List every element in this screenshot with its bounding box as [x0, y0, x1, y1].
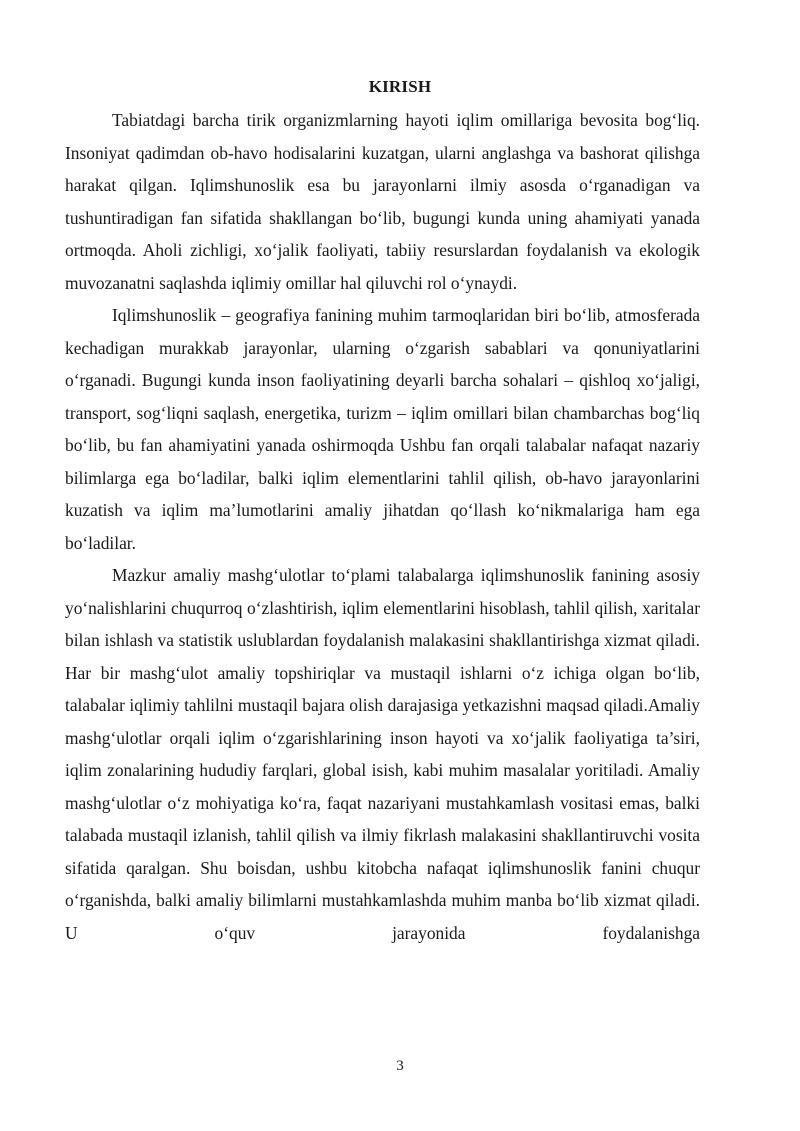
paragraph-1: Tabiatdagi barcha tirik organizmlarning hayoti iqlim omillariga bevosita bog‘liq. Insoniyat qadimdan ob-havo hodisalarini kuzatgan, ularni anglashga va bashorat qilishga harakat qilgan. Iqlimshunoslik esa bu jarayonlarni ilmiy asosda o‘rganadigan va tushuntiradigan fan sifatida shakllangan bo‘lib, bugungi kunda uning ahamiyati yanada ortmoqda. Aholi zichligi, xo‘jalik faoliyati, tabiiy resurslardan foydalanish va ekologik muvozanatni saqlashda iqlimiy omillar hal qiluvchi rol o‘ynaydi. [65, 110, 700, 293]
body-text [65, 104, 700, 949]
page-number: 3 [396, 1058, 404, 1074]
paragraph-2: Iqlimshunoslik – geografiya fanining muhim tarmoqlaridan biri bo‘lib, atmosferada kechadigan murakkab jarayonlar, ularning o‘zgarish sabablari va qonuniyatlarini o‘rganadi. Bugungi kunda inson faoliyatining deyarli barcha sohalari – qishloq xo‘jaligi, transport, sog‘liqni saqlash, energetika, turizm – iqlim omillari bilan chambarchas bog‘liq bo‘lib, bu fan ahamiyatini yanada oshirmoqda Ushbu fan orqali talabalar nafaqat nazariy bilimlarga ega bo‘ladilar, balki iqlim elementlarini tahlil qilish, ob-havo jarayonlarini kuzatish va iqlim ma’lumotlarini amaliy jihatdan qo‘llash ko‘nikmalariga ham ega bo‘ladilar. [65, 305, 700, 553]
section-title: KIRISH [368, 77, 432, 96]
paragraph-3: Mazkur amaliy mashg‘ulotlar to‘plami talabalarga iqlimshunoslik fanining asosiy yo‘nalishlarini chuqurroq o‘zlashtirish, iqlim elementlarini hisoblash, tahlil qilish, xaritalar bilan ishlash va statistik uslublardan foydalanish malakasini shakllantirishga xizmat qiladi. Har bir mashg‘ulot amaliy topshiriqlar va mustaqil ishlarni o‘z ichiga olgan bo‘lib, talabalar iqlimiy tahlilni mustaqil bajara olish darajasiga yetkazishni maqsad qiladi.Amaliy mashg‘ulotlar orqali iqlim o‘zgarishlarining inson hayoti va xo‘jalik faoliyatiga ta’siri, iqlim zonalarining hududiy farqlari, global isish, kabi muhim masalalar yoritiladi. Amaliy mashg‘ulotlar o‘z mohiyatiga ko‘ra, faqat nazariyani mustahkamlash vositasi emas, balki talabada mustaqil izlanish, tahlil qilish va ilmiy fikrlash malakasini shakllantiruvchi vosita sifatida qaralgan. Shu boisdan, ushbu kitobcha nafaqat iqlimshunoslik fanini chuqur o‘rganishda, balki amaliy bilimlarni mustahkamlashda muhim manba bo‘lib xizmat qiladi. U o‘quv jarayonida foydalanishga [65, 565, 700, 943]
